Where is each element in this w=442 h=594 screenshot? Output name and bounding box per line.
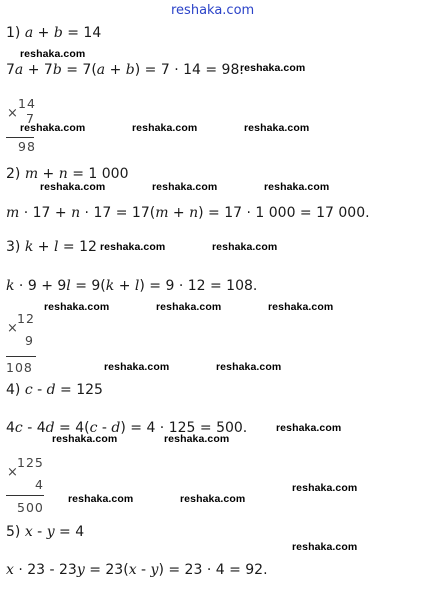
problem-1-calculation <box>6 62 244 78</box>
cond-value: = 1 000 <box>67 166 129 182</box>
var-d: d <box>111 420 121 436</box>
var-x: x <box>6 562 14 578</box>
calc-part: - <box>97 420 112 436</box>
problem-5-calculation <box>6 562 268 578</box>
var-a: a <box>96 62 106 78</box>
problem-1-condition <box>6 25 101 41</box>
column-rule-1 <box>6 137 34 138</box>
var-b: b <box>125 62 135 78</box>
calc-part: = 7( <box>61 62 97 78</box>
calc-part: + <box>114 278 135 294</box>
cond-value: = 14 <box>62 25 102 41</box>
calc-result: ) = 7 · 14 = 98. <box>134 62 244 78</box>
calc-result: ) = 4 · 125 = 500. <box>120 420 248 436</box>
column-bottom-4: 4 <box>35 477 44 492</box>
watermark: reshaka.com <box>180 493 246 505</box>
watermark: reshaka.com <box>292 541 358 553</box>
watermark: reshaka.com <box>244 122 310 134</box>
calc-part: + <box>168 205 190 221</box>
var-a: a <box>14 62 24 78</box>
op: + <box>33 239 54 255</box>
column-bottom-1: 7 <box>26 111 35 126</box>
var-l: l <box>134 278 140 294</box>
watermark: reshaka.com <box>292 482 358 494</box>
var-n: n <box>71 205 81 221</box>
watermark: reshaka.com <box>44 301 110 313</box>
watermark: reshaka.com <box>40 181 106 193</box>
calc-part: + 7 <box>23 62 53 78</box>
var-n: n <box>189 205 199 221</box>
var-m: m <box>6 205 20 221</box>
op: - <box>32 524 47 540</box>
var-y: y <box>46 524 55 540</box>
calc-result: ) = 9 · 12 = 108. <box>139 278 258 294</box>
column-top-4: 125 <box>17 455 44 470</box>
var-b: b <box>52 62 62 78</box>
calc-result: ) = 23 · 4 = 92. <box>158 562 268 578</box>
calc-part: 4 <box>6 420 15 436</box>
var-l: l <box>53 239 59 255</box>
watermark: reshaka.com <box>276 422 342 434</box>
var-x: x <box>24 524 33 540</box>
cond-number: 5) <box>6 524 25 540</box>
op: + <box>33 25 54 41</box>
var-c: c <box>89 420 98 436</box>
var-y: y <box>150 562 159 578</box>
var-d: d <box>46 382 56 398</box>
var-m: m <box>155 205 169 221</box>
calc-part: · 23 - 23 <box>13 562 77 578</box>
column-result-1: 98 <box>18 139 36 154</box>
problem-3-calculation <box>6 278 257 294</box>
var-b: b <box>53 25 63 41</box>
watermark: reshaka.com <box>52 433 118 445</box>
calc-part: 7 <box>6 62 15 78</box>
calc-result: ) = 17 · 1 000 = 17 000. <box>198 205 370 221</box>
cond-number: 1) <box>6 25 25 41</box>
watermark: reshaka.com <box>20 48 86 60</box>
watermark: reshaka.com <box>152 181 218 193</box>
problem-5-condition <box>6 524 84 540</box>
problem-4-condition <box>6 382 103 398</box>
problem-2-calculation <box>6 205 370 221</box>
var-c: c <box>24 382 33 398</box>
op: - <box>32 382 47 398</box>
var-a: a <box>24 25 34 41</box>
cond-number: 4) <box>6 382 25 398</box>
var-k: k <box>24 239 34 255</box>
calc-part: = 23( <box>84 562 129 578</box>
calc-part: - <box>136 562 151 578</box>
watermark: reshaka.com <box>100 241 166 253</box>
cond-number: 3) <box>6 239 25 255</box>
var-k: k <box>6 278 15 294</box>
calc-part: = 4( <box>54 420 90 436</box>
watermark: reshaka.com <box>268 301 334 313</box>
column-sign-3: × <box>7 321 18 336</box>
column-rule-4 <box>6 495 44 496</box>
var-n: n <box>58 166 68 182</box>
cond-number: 2) <box>6 166 25 182</box>
calc-part: + <box>105 62 126 78</box>
calc-part: · 9 + 9 <box>14 278 67 294</box>
var-m: m <box>24 166 39 182</box>
var-l: l <box>66 278 71 294</box>
watermark: reshaka.com <box>104 361 170 373</box>
op: + <box>38 166 59 182</box>
column-rule-3 <box>6 356 36 357</box>
column-sign-4: × <box>7 465 18 480</box>
var-k: k <box>105 278 115 294</box>
watermark: reshaka.com <box>212 241 278 253</box>
watermark: reshaka.com <box>156 301 222 313</box>
watermark: reshaka.com <box>20 122 86 134</box>
calc-part: · 17 = 17( <box>80 205 156 221</box>
calc-part: - 4 <box>22 420 46 436</box>
column-top-3: 12 <box>17 311 35 326</box>
watermark: reshaka.com <box>164 433 230 445</box>
calc-part: = 9( <box>70 278 106 294</box>
watermark: reshaka.com <box>132 122 198 134</box>
watermark: reshaka.com <box>68 493 134 505</box>
column-result-3: 108 <box>6 360 33 375</box>
var-x: x <box>128 562 137 578</box>
column-top-1: 14 <box>18 96 36 111</box>
calc-part: · 17 + <box>19 205 72 221</box>
cond-value: = 125 <box>55 382 103 398</box>
column-sign-1: × <box>7 106 18 121</box>
watermark: reshaka.com <box>216 361 282 373</box>
var-d: d <box>45 420 55 436</box>
var-y: y <box>76 562 85 578</box>
column-result-4: 500 <box>17 500 44 515</box>
column-bottom-3: 9 <box>25 333 34 348</box>
watermark: reshaka.com <box>240 62 306 74</box>
problem-3-condition <box>6 239 97 255</box>
problem-2-condition <box>6 166 129 182</box>
cond-value: = 12 <box>58 239 97 255</box>
cond-value: = 4 <box>54 524 85 540</box>
watermark: reshaka.com <box>264 181 330 193</box>
site-logo: reshaka.com <box>171 3 255 18</box>
var-c: c <box>14 420 23 436</box>
